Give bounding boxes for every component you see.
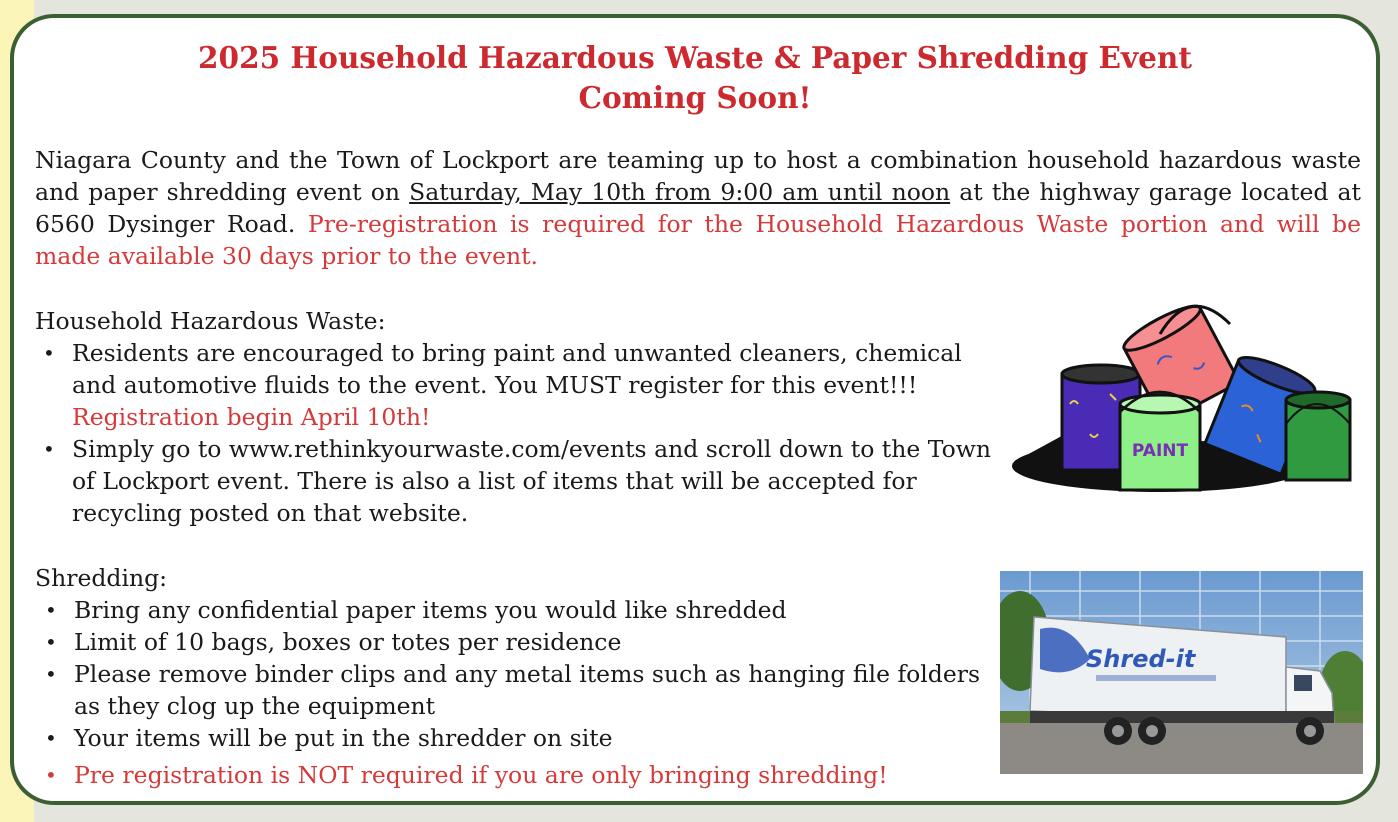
shredding-bullet-text: Your items will be put in the shredder on site [74,724,613,752]
truck-brand-label: Shred-it [1086,645,1196,673]
event-flyer-panel [10,14,1380,805]
event-date-time: Saturday, May 10th from 9:00 am until noon [409,178,951,206]
shredding-heading: Shredding: [35,564,168,592]
title-line-1: 2025 Household Hazardous Waste & Paper Shredding Event [198,40,1192,75]
hhw-bullet-2-text: Simply go to www.rethinkyourwaste.com/events and scroll down to the Town of Lockport event. There is also a list of items that will be accepted for recycling posted on that website. [72,435,992,527]
intro-text-b: at the highway garage located at 6560 Dysinger Road. [35,178,1361,238]
registration-date-notice: Registration begin April 10th! [72,403,431,431]
bullet-glyph: • [45,630,57,654]
shred-truck-illustration [1000,571,1363,774]
paint-cans-image [1010,294,1356,498]
shredding-bullet [16,722,1004,754]
bullet-glyph: • [45,598,57,622]
shredding-bullet-text: Bring any confidential paper items you would like shredded [74,596,787,624]
shredding-red-note: Pre registration is NOT required if you are only bringing shredding! [74,761,888,789]
bullet-glyph: • [45,726,57,750]
paint-label: PAINT [1131,441,1189,461]
bullet-glyph: • [45,662,57,686]
paint-cans-illustration [1010,294,1356,498]
shred-truck-image [1000,571,1363,774]
hhw-bullet-2 [14,433,1004,529]
shredding-bullet-red [16,759,1004,791]
shredding-list [16,594,1004,791]
bullet-glyph: • [43,341,55,365]
intro-text-a: Niagara County and the Town of Lockport are teaming up to host a combination household hazardous waste and paper shredding event on [35,146,1361,206]
shredding-bullet-text: Please remove binder clips and any metal items such as hanging file folders as they clog up the equipment [74,660,981,720]
shredding-bullet [16,658,1004,722]
hhw-list [14,337,1004,529]
shredding-bullet-text: Limit of 10 bags, boxes or totes per residence [74,628,622,656]
event-title [14,38,1376,118]
bullet-glyph: • [43,437,55,461]
shredding-bullet [16,626,1004,658]
hhw-bullet-1-text: Residents are encouraged to bring paint and unwanted cleaners, chemical and automotive fluids to the event. You MUST register for this event!!! [72,339,962,399]
intro-paragraph [35,144,1361,272]
pre-registration-notice: Pre-registration is required for the Household Hazardous Waste portion and will be made available 30 days prior to the event. [35,210,1361,270]
bullet-glyph: • [45,763,57,787]
hhw-heading: Household Hazardous Waste: [35,307,386,335]
hhw-bullet-1 [14,337,1004,433]
title-line-2: Coming Soon! [578,80,812,115]
shredding-bullet [16,594,1004,626]
